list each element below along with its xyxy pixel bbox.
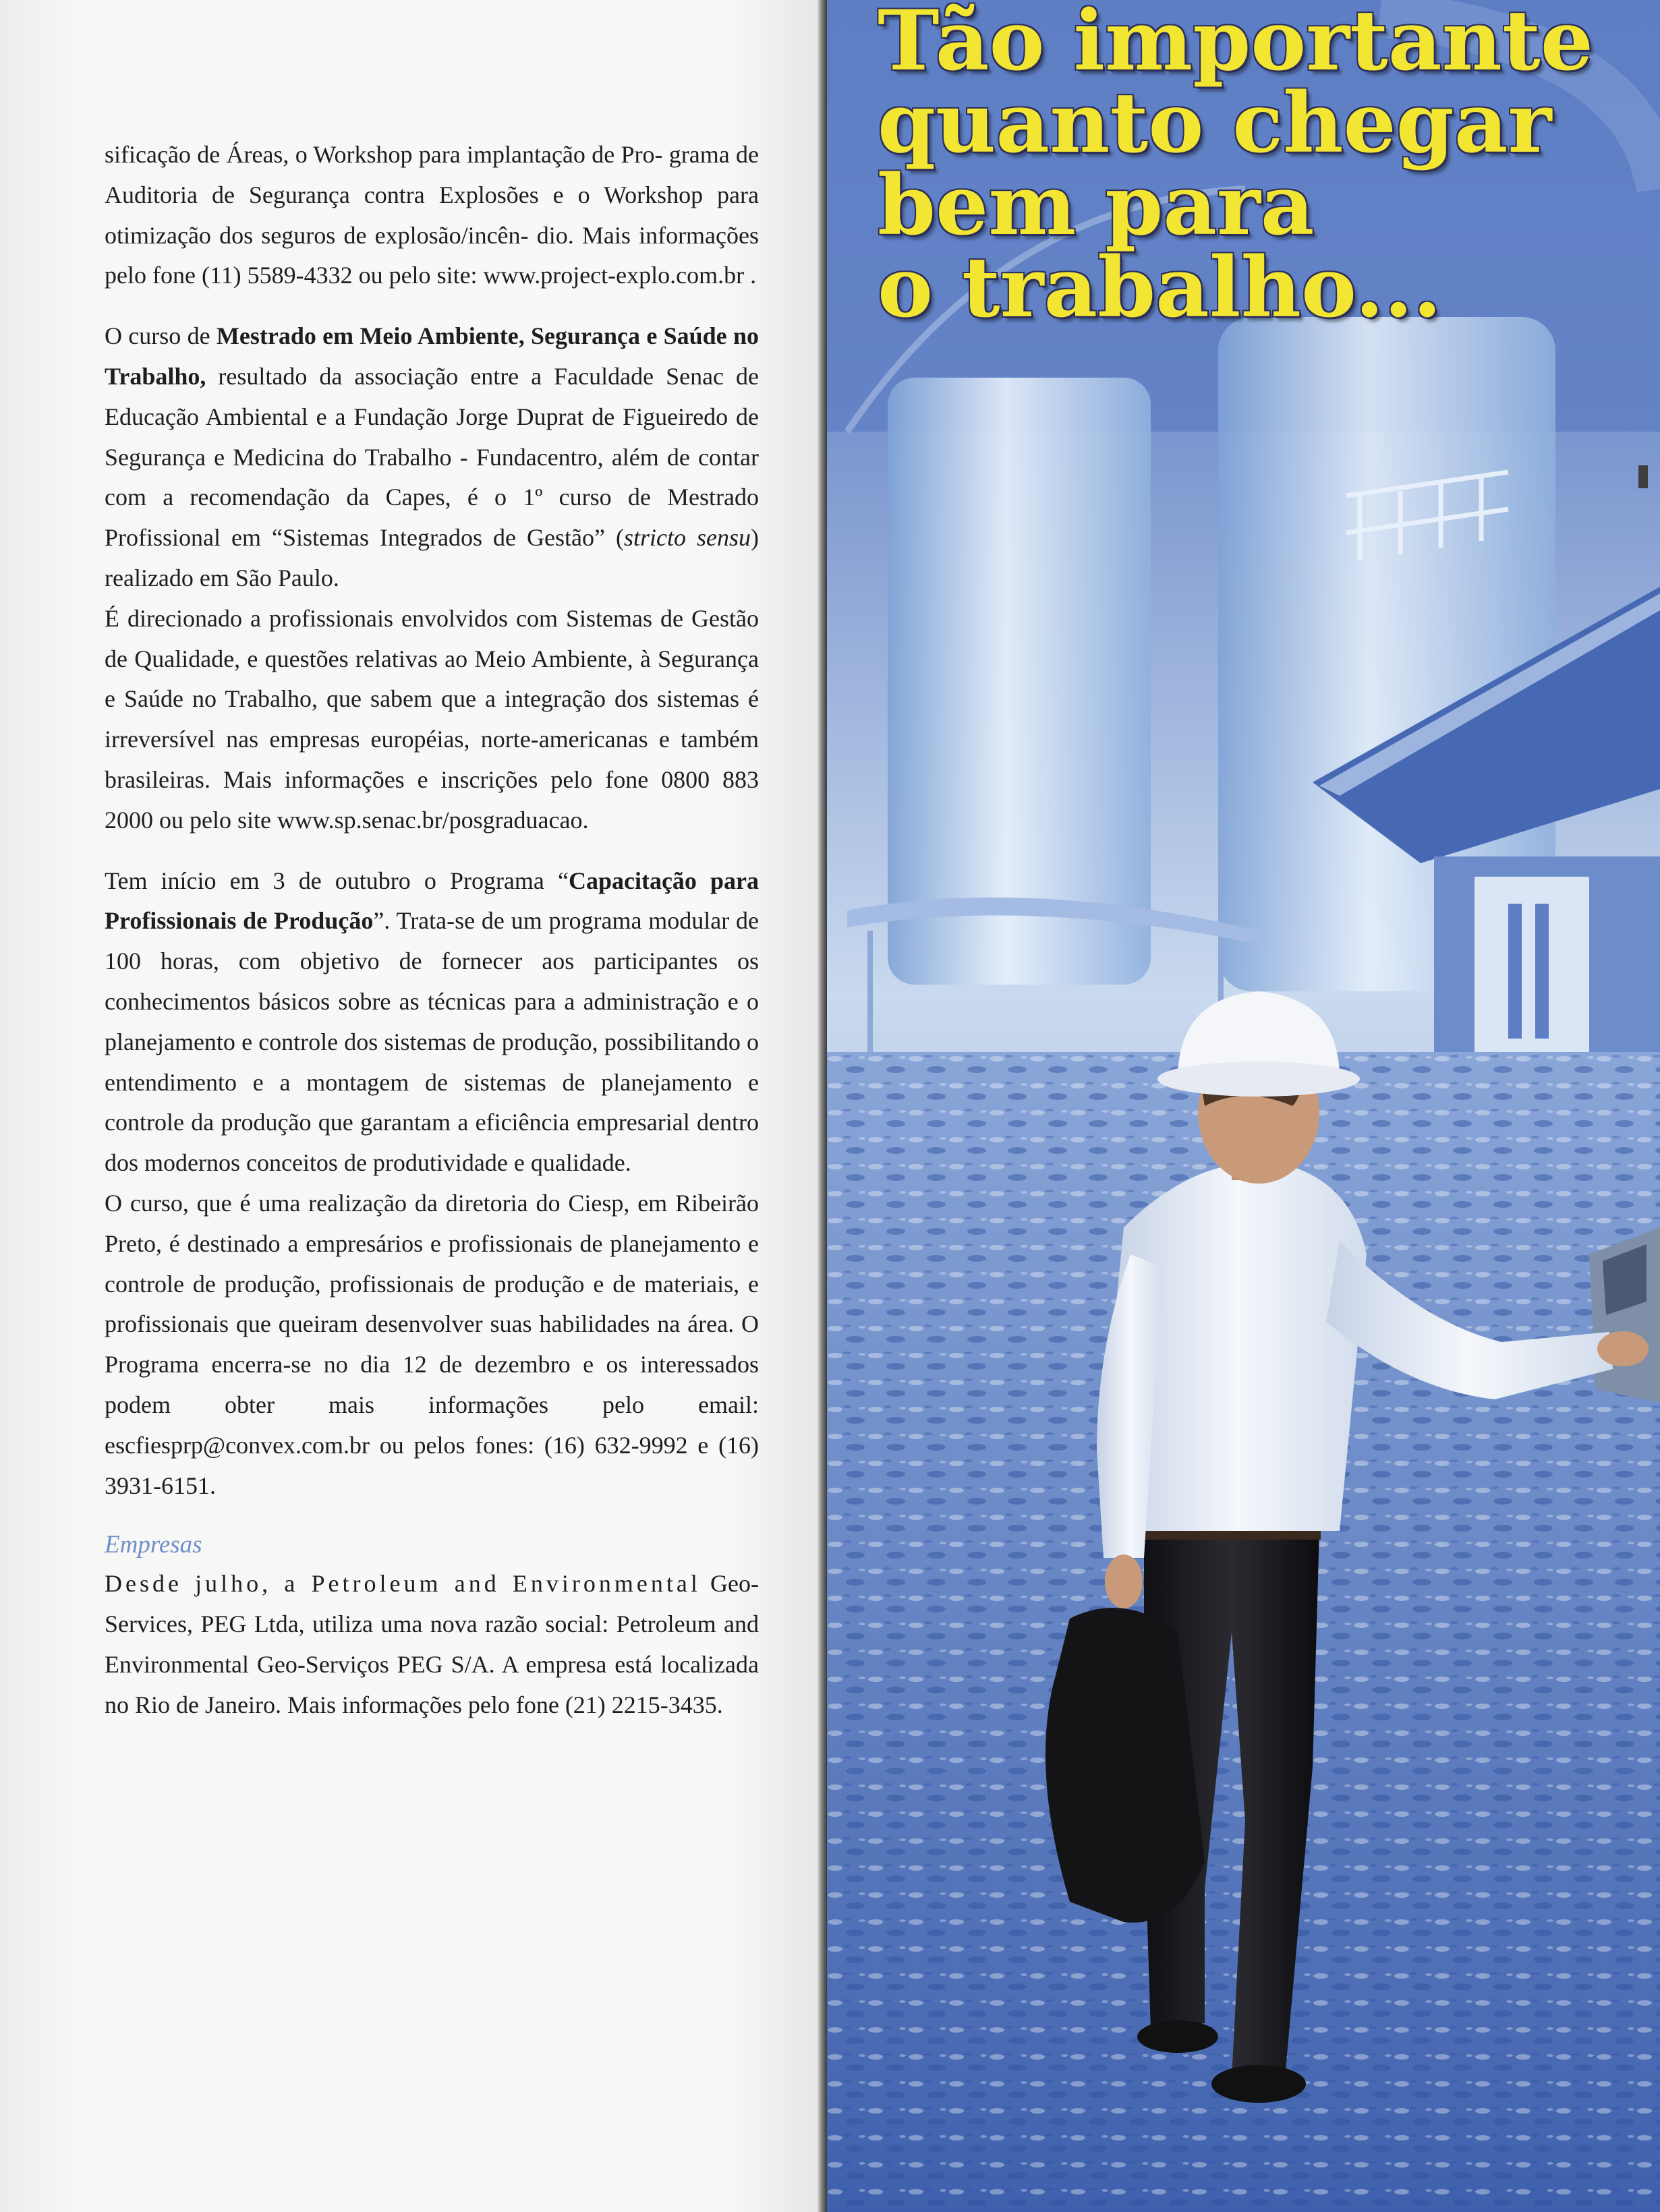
workshop-line-2: grama de Auditoria de Segurança contra Explosões e o bbox=[105, 141, 759, 208]
capacitacao-text: ”. Trata-se de um programa modular de 100 horas, com objetivo de fornecer aos participantes os conhecimentos básicos sobre as técnicas para a administração e o planejamento e controle dos sistemas de produção, possibilitando o entendimento e a montagem de sistemas de planejamento e controle da produção que garantam a eficiência empresarial dentro dos modernos conceitos de produtividade e qualidade. bbox=[105, 907, 760, 1177]
capacitacao-program-name: Capacitação para Profissionais de Produção bbox=[105, 867, 759, 935]
paragraph-workshop bbox=[105, 135, 759, 296]
mestrado-italic: stricto sensu bbox=[623, 524, 751, 552]
workshop-line-1: sificação de Áreas, o Workshop para implantação de Pro- bbox=[105, 141, 663, 168]
workshop-line-4: dio. Mais informações pelo fone (11) 5589-4332 ou pelo bbox=[105, 221, 759, 289]
workshop-line-3: Workshop para otimização dos seguros de explosão/incên- bbox=[105, 181, 759, 249]
capacitacao-lead: Tem início em 3 de outubro o Programa “ bbox=[105, 867, 569, 894]
workshop-line-5: site: www.project-explo.com.br . bbox=[436, 262, 757, 289]
headline-line-1: Tão importante bbox=[878, 0, 1594, 90]
article-column bbox=[105, 135, 759, 1745]
left-page bbox=[0, 0, 822, 2212]
mestrado-lead: O curso de bbox=[105, 322, 217, 350]
section-heading-empresas: Empresas bbox=[105, 1531, 202, 1559]
ad-headline bbox=[878, 0, 1594, 337]
headline-line-2: quanto chegar bbox=[878, 75, 1552, 172]
page-gutter bbox=[818, 0, 827, 2212]
mestrado-text-1: resultado da associação entre a Faculdade Senac de Educação Ambiental e a Fundação Jorge Duprat de Figueiredo de Segurança e Medicina do Trabalho - Fundacentro, além de contar com a recomendação da Capes, é o 1º curso de Mestrado Profissional em “Sistemas Integrados de Gestão” ( bbox=[105, 362, 759, 552]
headline-line-4: o trabalho... bbox=[878, 239, 1442, 337]
peg-text: Geo-Services, PEG Ltda, utiliza uma nova razão social: Petroleum and Environmental Geo-Serviços PEG S/A. A empresa está localizada no Rio de Janeiro. Mais informações pelo fone (21) 2215-3435. bbox=[105, 1570, 760, 1718]
paragraph-ciesp: O curso, que é uma realização da diretoria do Ciesp, em Ribeirão Preto, é destinado a empresários e profissionais de planejamento e controle de produção, profissionais de produção e de materiais, e profissionais que queiram desenvolver suas habilidades na área. O Programa encerra-se no dia 12 de dezembro e os interessados podem obter mais informações pelo email: escfiesprp@convex.com.br ou pelos fones: (16) 632-9992 e (16) 3931-6151. bbox=[105, 1189, 759, 1499]
headline-line-3: bem para bbox=[878, 157, 1315, 254]
edge-mark bbox=[1638, 465, 1648, 488]
peg-lead: Desde julho, a Petroleum and Environmental bbox=[105, 1570, 701, 1598]
storage-tank-left bbox=[888, 378, 1151, 985]
advertisement-page bbox=[827, 0, 1660, 2212]
mestrado-course-name: Mestrado em Meio Ambiente, Segurança e Saúde no Trabalho, bbox=[105, 322, 759, 390]
paragraph-peg bbox=[105, 1564, 759, 1725]
paragraph-capacitacao bbox=[105, 861, 759, 1184]
paragraph-mestrado bbox=[105, 316, 759, 599]
mestrado-text-2: ) realizado em São Paulo. bbox=[105, 524, 759, 591]
paragraph-mestrado-audience: É direcionado a profissionais envolvidos com Sistemas de Gestão de Qualidade, e questões relativas ao Meio Ambiente, à Segurança e Saúde no Trabalho, que sabem que a integração dos sistemas é irreversível nas empresas européias, norte-americanas e também brasileiras. Mais informações e inscrições pelo fone 0800 883 2000 ou pelo site www.sp.senac.br/posgraduacao. bbox=[105, 604, 759, 834]
